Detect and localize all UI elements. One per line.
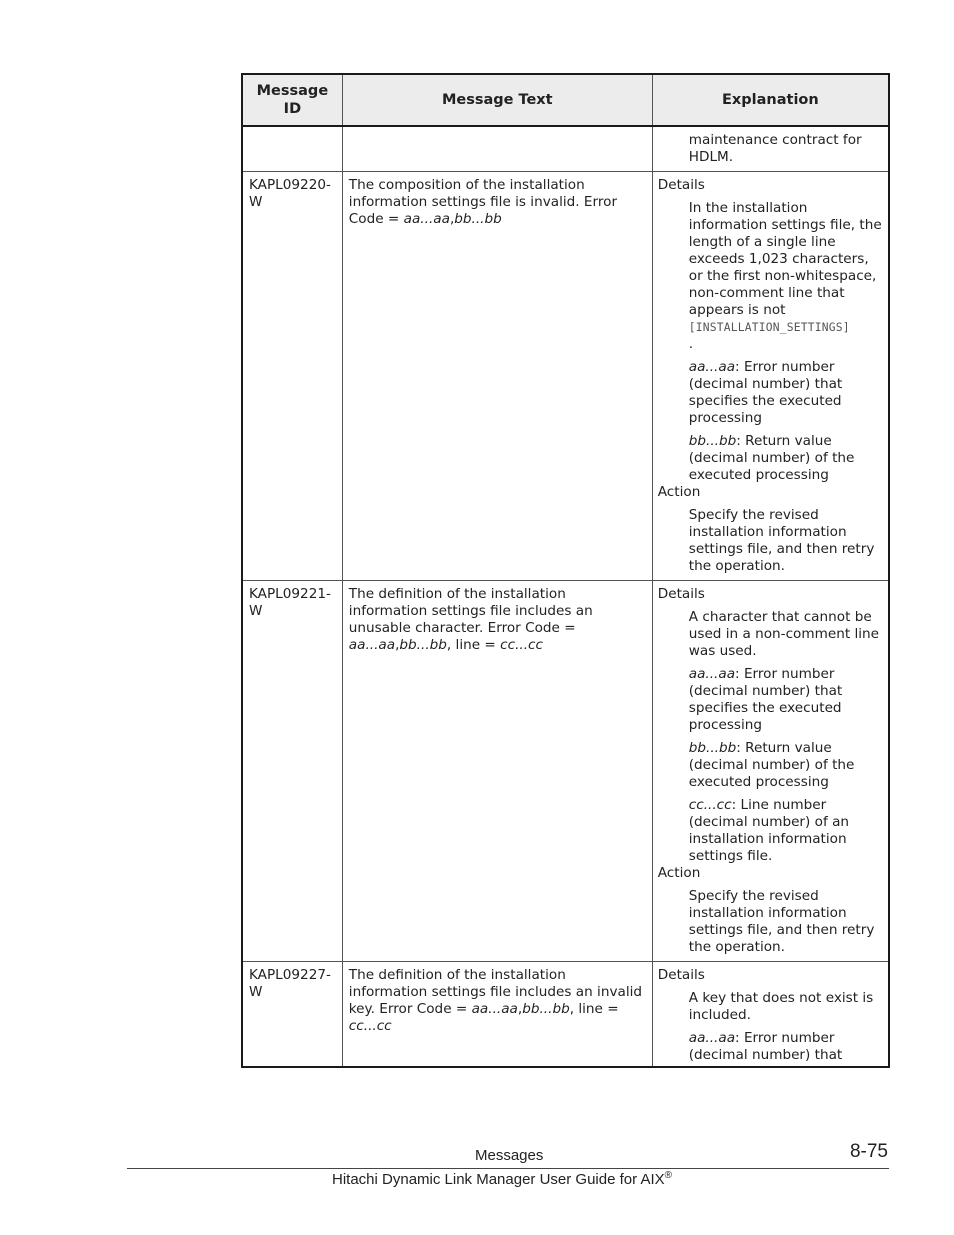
message-text-cell: The definition of the installation information settings file includes an unusable character. Error Code = aa...aa,bb...bb, line = cc...cc [342,581,652,962]
message-text-cell: The composition of the installation information settings file is invalid. Error Code = aa...aa,bb...bb [342,172,652,581]
table-row [242,172,889,581]
header-message-id: Message ID [242,74,342,126]
details-paragraph: aa...aa: Error number (decimal number) that specifies the executed processing [688,666,843,733]
header-message-text: Message Text [342,74,652,126]
details-paragraph: aa...aa: Error number (decimal number) that [688,1030,843,1063]
table-row [242,962,889,1068]
page-number: 8-75 [849,1141,888,1162]
footer-book-title: Hitachi Dynamic Link Manager User Guide for AIX® [332,1170,673,1188]
message-id-cell [242,126,342,172]
table-row [242,126,889,172]
details-paragraph: A character that cannot be used in a non-comment line was used. [688,609,880,659]
table-header-row [242,74,889,126]
explanation-tail: maintenance contract for HDLM. [688,132,862,165]
details-paragraph: bb...bb: Return value (decimal number) of the executed processing [688,740,855,790]
footer-section-title: Messages [475,1147,544,1164]
message-id-cell: KAPL09220-W [242,172,342,581]
messages-table [241,73,890,1068]
message-id-cell: KAPL09227-W [242,962,342,1068]
message-text-cell [342,126,652,172]
footer-divider [127,1168,889,1169]
header-explanation: Explanation [652,74,889,126]
message-id-cell: KAPL09221-W [242,581,342,962]
action-label: Action [657,484,701,500]
action-label: Action [657,865,701,881]
action-paragraph: Specify the revised installation information settings file, and then retry the operation. [688,507,875,574]
explanation-cell [652,172,889,581]
registered-mark: ® [664,1170,673,1181]
table-row [242,581,889,962]
details-paragraph: In the installation information settings file, the length of a single line exceeds 1,023 characters, or the first non-whitespace, non-comment line that appears is not [INSTALLATION_SETTINGS] . [688,200,882,352]
explanation-cell [652,962,889,1068]
details-label: Details [657,967,705,983]
details-paragraph: cc...cc: Line number (decimal number) of an installation information settings file. [688,797,850,864]
details-paragraph: bb...bb: Return value (decimal number) of the executed processing [688,433,855,483]
details-paragraph: A key that does not exist is included. [688,990,874,1023]
message-text-cell: The definition of the installation information settings file includes an invalid key. Error Code = aa...aa,bb...bb, line = cc...cc [342,962,652,1068]
action-paragraph: Specify the revised installation information settings file, and then retry the operation. [688,888,875,955]
explanation-cell [652,126,889,172]
explanation-cell [652,581,889,962]
code-text: [INSTALLATION_SETTINGS] [688,321,850,334]
details-label: Details [657,586,705,602]
details-paragraph: aa...aa: Error number (decimal number) that specifies the executed processing [688,359,843,426]
details-label: Details [657,177,705,193]
